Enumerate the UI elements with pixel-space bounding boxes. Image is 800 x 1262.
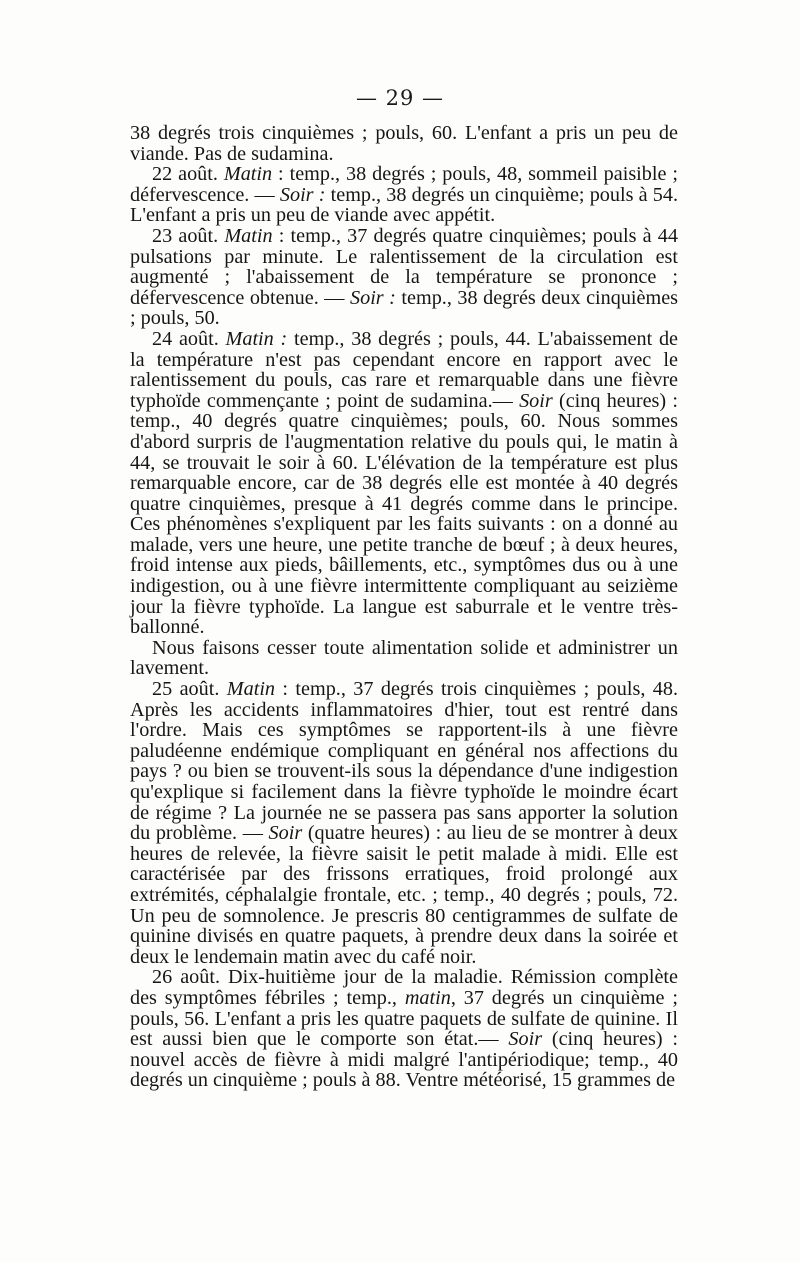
text-run: temp., 38 degrés deux cinquièmes ; pouls, 50. xyxy=(130,286,679,330)
text-run: 38 degrés trois cinquièmes ; pouls, 60. L'enfant a pris un peu de viande. Pas de sudamina. xyxy=(130,122,678,165)
text-run: 22 août. xyxy=(152,163,224,186)
paragraph xyxy=(130,967,678,1091)
paragraph xyxy=(130,123,678,164)
italic-text-run: Soir xyxy=(508,1028,543,1051)
paragraph xyxy=(130,679,678,967)
italic-text-run: Soir xyxy=(519,389,553,412)
paragraph xyxy=(130,638,678,679)
text-run: : temp., 37 degrés trois cinquièmes ; pouls, 48. Après les accidents inflammatoires d'hier, tout est rentré dans l'ordre. Mais ces symptômes se rapportent-ils à une fièvre paludéenne endémique compliquant en général nos affections du pays ? ou bien se trouvent-ils sous la dépendance d'une indigestion qu'explique si facilement dans la fièvre typhoïde le moindre écart de régime ? La journée ne se passera pas sans apporter la solution du problème. — xyxy=(130,678,679,845)
text-run: : temp., 37 degrés quatre cinquièmes; pouls à 44 pulsations par minute. Le ralentissement de la circulation est augmenté ; l'abaissement de la température se prononce ; défervescence obtenue. — xyxy=(130,224,678,309)
italic-text-run: matin xyxy=(404,986,451,1009)
paragraph xyxy=(130,226,678,329)
body-text xyxy=(130,123,678,1091)
text-run: 24 août. xyxy=(152,327,226,350)
text-run: (cinq heures) : temp., 40 degrés quatre cinquièmes; pouls, 60. Nous sommes d'abord surpris de l'augmentation relative du pouls qui, le matin à 44, se trouvait le soir à 60. L'élévation de la température est plus remarquable encore, car de 38 degrés elle est montée à 40 degrés quatre cinquièmes, presque à 41 degrés comme dans le principe. Ces phénomènes s'expliquent par les faits suivants : on a donné au malade, vers une heure, une petite tranche de bœuf ; à deux heures, froid intense aux pieds, bâillements, etc., symptômes dus ou à une indigestion, ou à une fièvre intermittente compliquant au seizième jour la fièvre typhoïde. La langue est saburrale et le ventre très-ballonné. xyxy=(130,389,678,639)
text-run: 26 août. Dix-huitième jour de la maladie. Rémission complète des symptômes fébriles ; temp., xyxy=(130,966,678,1009)
text-run: 25 août. xyxy=(152,678,227,701)
text-run: : temp., 38 degrés ; pouls, 48, sommeil paisible ; défervescence. — xyxy=(130,163,678,206)
italic-text-run: Matin xyxy=(224,224,273,247)
text-run: temp., 38 degrés ; pouls, 44. L'abaissement de la température n'est pas cependant encore en rapport avec le ralentissement du pouls, cas rare et remarquable dans une fièvre typhoïde commençante ; point de sudamina.— xyxy=(130,327,679,412)
page-number: — 29 — xyxy=(355,86,445,110)
text-run: temp., 38 degrés un cinquième; pouls à 54. L'enfant a pris un peu de viande avec appétit. xyxy=(130,183,679,227)
text-run: Nous faisons cesser toute alimentation solide et administrer un lavement. xyxy=(130,636,678,680)
text-run: (quatre heures) : au lieu de se montrer à deux heures de relevée, la fièvre saisit le petit malade à midi. Elle est caractérisée par des frissons erratiques, froid prolongé aux extrémités, céphalalgie frontale, etc. ; temp., 40 degrés ; pouls, 72. Un peu de somnolence. Je prescris 80 centigrammes de sulfate de quinine divisés en quatre paquets, à prendre deux dans la soirée et deux le lendemain matin avec du café noir. xyxy=(130,822,678,968)
text-run: 23 août. xyxy=(152,224,225,247)
italic-text-run: Soir xyxy=(268,822,303,845)
text-run: , 37 degrés un cinquième ; pouls, 56. L'enfant a pris les quatre paquets de sulfate de quinine. Il est aussi bien que le comporte son état.— xyxy=(130,986,678,1051)
italic-text-run: Matin : xyxy=(225,327,288,350)
italic-text-run: Soir : xyxy=(279,183,326,206)
paragraph xyxy=(130,329,678,638)
paragraph xyxy=(130,164,678,226)
italic-text-run: Matin xyxy=(226,678,276,701)
italic-text-run: Matin xyxy=(223,163,273,186)
text-run: (cinq heures) : nouvel accès de fièvre à midi malgré l'antipériodique; temp., 40 degrés un cinquième ; pouls à 88. Ventre météorisé, 15 grammes de xyxy=(130,1028,678,1092)
italic-text-run: Soir : xyxy=(350,286,396,309)
